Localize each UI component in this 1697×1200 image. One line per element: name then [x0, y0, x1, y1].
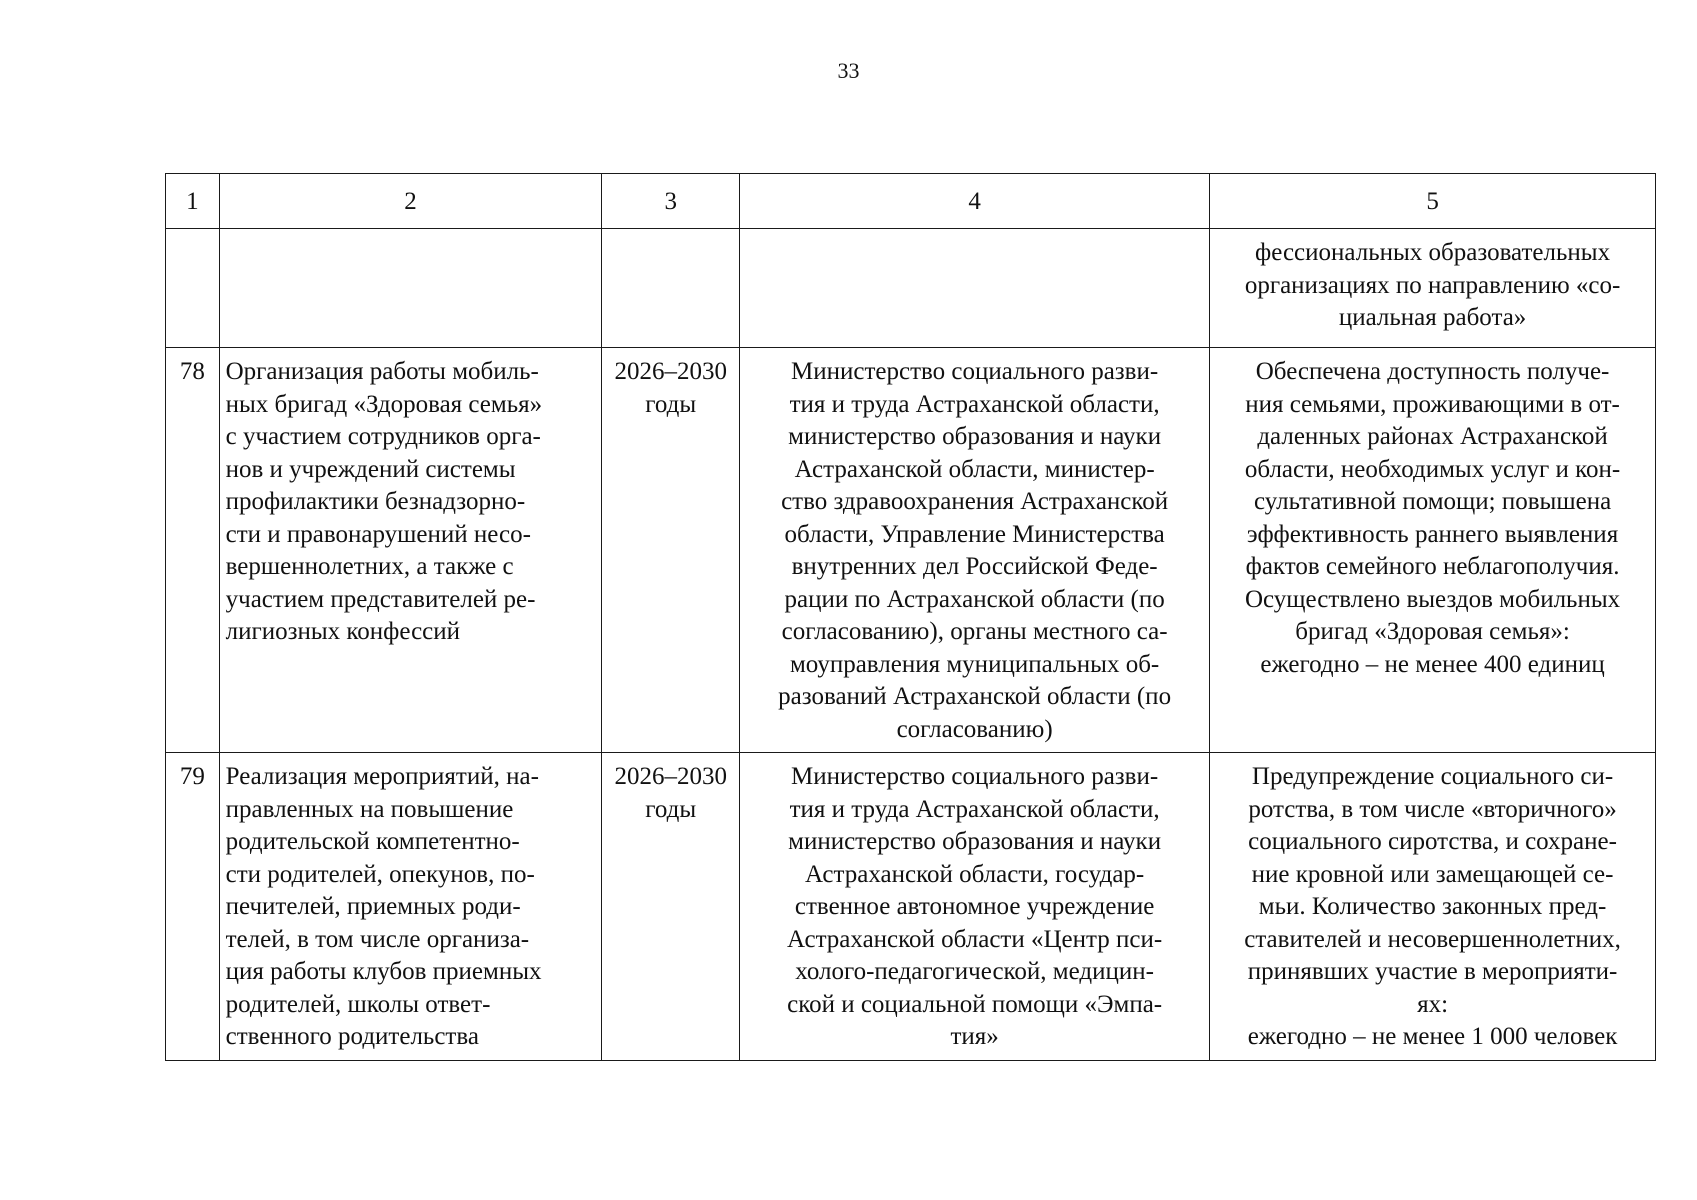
cont-cell-4: [740, 229, 1210, 348]
text-line: согласованию): [896, 715, 1053, 743]
measures-table: [165, 173, 1656, 1061]
text-line: Астраханской области, министер-: [794, 455, 1155, 483]
text-line: правленных на повышение: [225, 795, 514, 823]
text-line: ставителей и несовершеннолетних,: [1244, 925, 1621, 953]
cont-cell-3: [602, 229, 740, 348]
text-line: тия и труда Астраханской области,: [789, 795, 1160, 823]
text-line: согласованию), органы местного са-: [781, 618, 1168, 645]
text-line: сти родителей, опекунов, по-: [225, 860, 535, 888]
text-line: Реализация мероприятий, на-: [225, 763, 539, 790]
cont-cell-2: [219, 229, 602, 348]
row-number: 79: [166, 753, 220, 1061]
text-line: министерство образования и науки: [788, 423, 1162, 450]
header-cell-2: 2: [219, 174, 602, 229]
text-line: рации по Астраханской области (по: [784, 585, 1165, 613]
text-line: разований Астраханской области (по: [778, 683, 1172, 710]
text-line: циальная работа»: [1338, 304, 1527, 331]
text-line: фактов семейного неблагополучия.: [1245, 553, 1620, 580]
text-line: годы: [645, 795, 697, 823]
result-cell: [1210, 753, 1656, 1061]
header-cell-4: 4: [740, 174, 1210, 229]
executors-cell: [740, 348, 1210, 753]
text-line: Обеспечена доступность получе-: [1255, 358, 1610, 385]
text-line: лигиозных конфессий: [225, 618, 461, 645]
text-line: ях:: [1417, 990, 1449, 1018]
cont-result-cell: [1210, 229, 1656, 348]
text-line: Астраханской области, государ-: [804, 860, 1145, 888]
text-line: Министерство социального разви-: [791, 358, 1159, 385]
text-line: с участием сотрудников орга-: [225, 423, 541, 450]
text-line: годы: [645, 390, 697, 418]
text-line: родителей, школы ответ-: [225, 990, 491, 1018]
text-line: социального сиротства, и сохране-: [1248, 828, 1617, 855]
text-line: организациях по направлению «со-: [1244, 271, 1621, 299]
text-line: ственное автономное учреждение: [794, 893, 1155, 920]
text-line: ство здравоохранения Астраханской: [781, 488, 1169, 515]
text-line: ния семьями, проживающими в от-: [1245, 390, 1620, 418]
text-line: ние кровной или замещающей се-: [1251, 860, 1614, 888]
continued-row: [166, 229, 1656, 348]
text-line: тия»: [950, 1023, 999, 1050]
text-line: ция работы клубов приемных: [225, 958, 542, 985]
text-line: Осуществлено выездов мобильных: [1244, 585, 1621, 613]
text-line: телей, в том числе организа-: [225, 925, 530, 953]
measure-cell: [219, 753, 602, 1061]
table-header-row: [166, 174, 1656, 229]
text-line: родительской компетентно-: [225, 828, 520, 855]
text-line: Организация работы мобиль-: [225, 358, 539, 385]
result-cell: [1210, 348, 1656, 753]
text-line: ственного родительства: [225, 1023, 479, 1050]
text-line: ежегодно – не менее 400 единиц: [1260, 650, 1605, 678]
text-line: внутренних дел Российской Феде-: [791, 553, 1158, 580]
text-line: принявших участие в мероприяти-: [1247, 958, 1618, 985]
text-line: тия и труда Астраханской области,: [789, 390, 1160, 418]
text-line: ежегодно – не менее 1 000 человек: [1247, 1023, 1618, 1050]
row-number: 78: [166, 348, 220, 753]
page-number: 33: [837, 58, 860, 83]
header-cell-1: 1: [166, 174, 220, 229]
text-line: эффективность раннего выявления: [1246, 520, 1619, 548]
text-line: Астраханской области «Центр пси-: [787, 925, 1163, 953]
text-line: нов и учреждений системы: [225, 455, 516, 483]
text-line: Предупреждение социального си-: [1251, 763, 1614, 790]
header-cell-3: 3: [602, 174, 740, 229]
measure-cell: [219, 348, 602, 753]
text-line: печителей, приемных роди-: [225, 893, 521, 920]
text-line: Министерство социального разви-: [791, 763, 1159, 790]
text-line: холого-педагогической, медицин-: [795, 958, 1154, 985]
text-line: мьи. Количество законных пред-: [1258, 893, 1607, 920]
header-cell-5: 5: [1210, 174, 1656, 229]
text-line: бригад «Здоровая семья»:: [1295, 618, 1570, 645]
text-line: фессиональных образовательных: [1255, 239, 1611, 266]
text-line: участием представителей ре-: [225, 585, 536, 613]
text-line: 2026–2030: [614, 763, 727, 790]
text-line: даленных районах Астраханской: [1257, 423, 1608, 450]
text-line: ротства, в том числе «вторичного»: [1248, 795, 1617, 823]
cont-cell-1: [166, 229, 220, 348]
table-row-79: [166, 753, 1656, 1061]
text-line: профилактики безнадзорно-: [225, 488, 526, 515]
text-line: ской и социальной помощи «Эмпа-: [787, 990, 1163, 1018]
text-line: сультативной помощи; повышена: [1253, 488, 1612, 515]
text-line: 2026–2030: [614, 358, 727, 385]
text-line: министерство образования и науки: [788, 828, 1162, 855]
table-row-78: [166, 348, 1656, 753]
executors-cell: [740, 753, 1210, 1061]
text-line: области, Управление Министерства: [784, 520, 1165, 548]
text-line: ных бригад «Здоровая семья»: [225, 390, 543, 418]
text-line: области, необходимых услуг и кон-: [1244, 455, 1621, 483]
text-line: сти и правонарушений несо-: [225, 520, 531, 548]
text-line: моуправления муниципальных об-: [789, 650, 1160, 678]
text-line: вершеннолетних, а также с: [225, 553, 514, 580]
period-cell: [602, 753, 740, 1061]
period-cell: [602, 348, 740, 753]
